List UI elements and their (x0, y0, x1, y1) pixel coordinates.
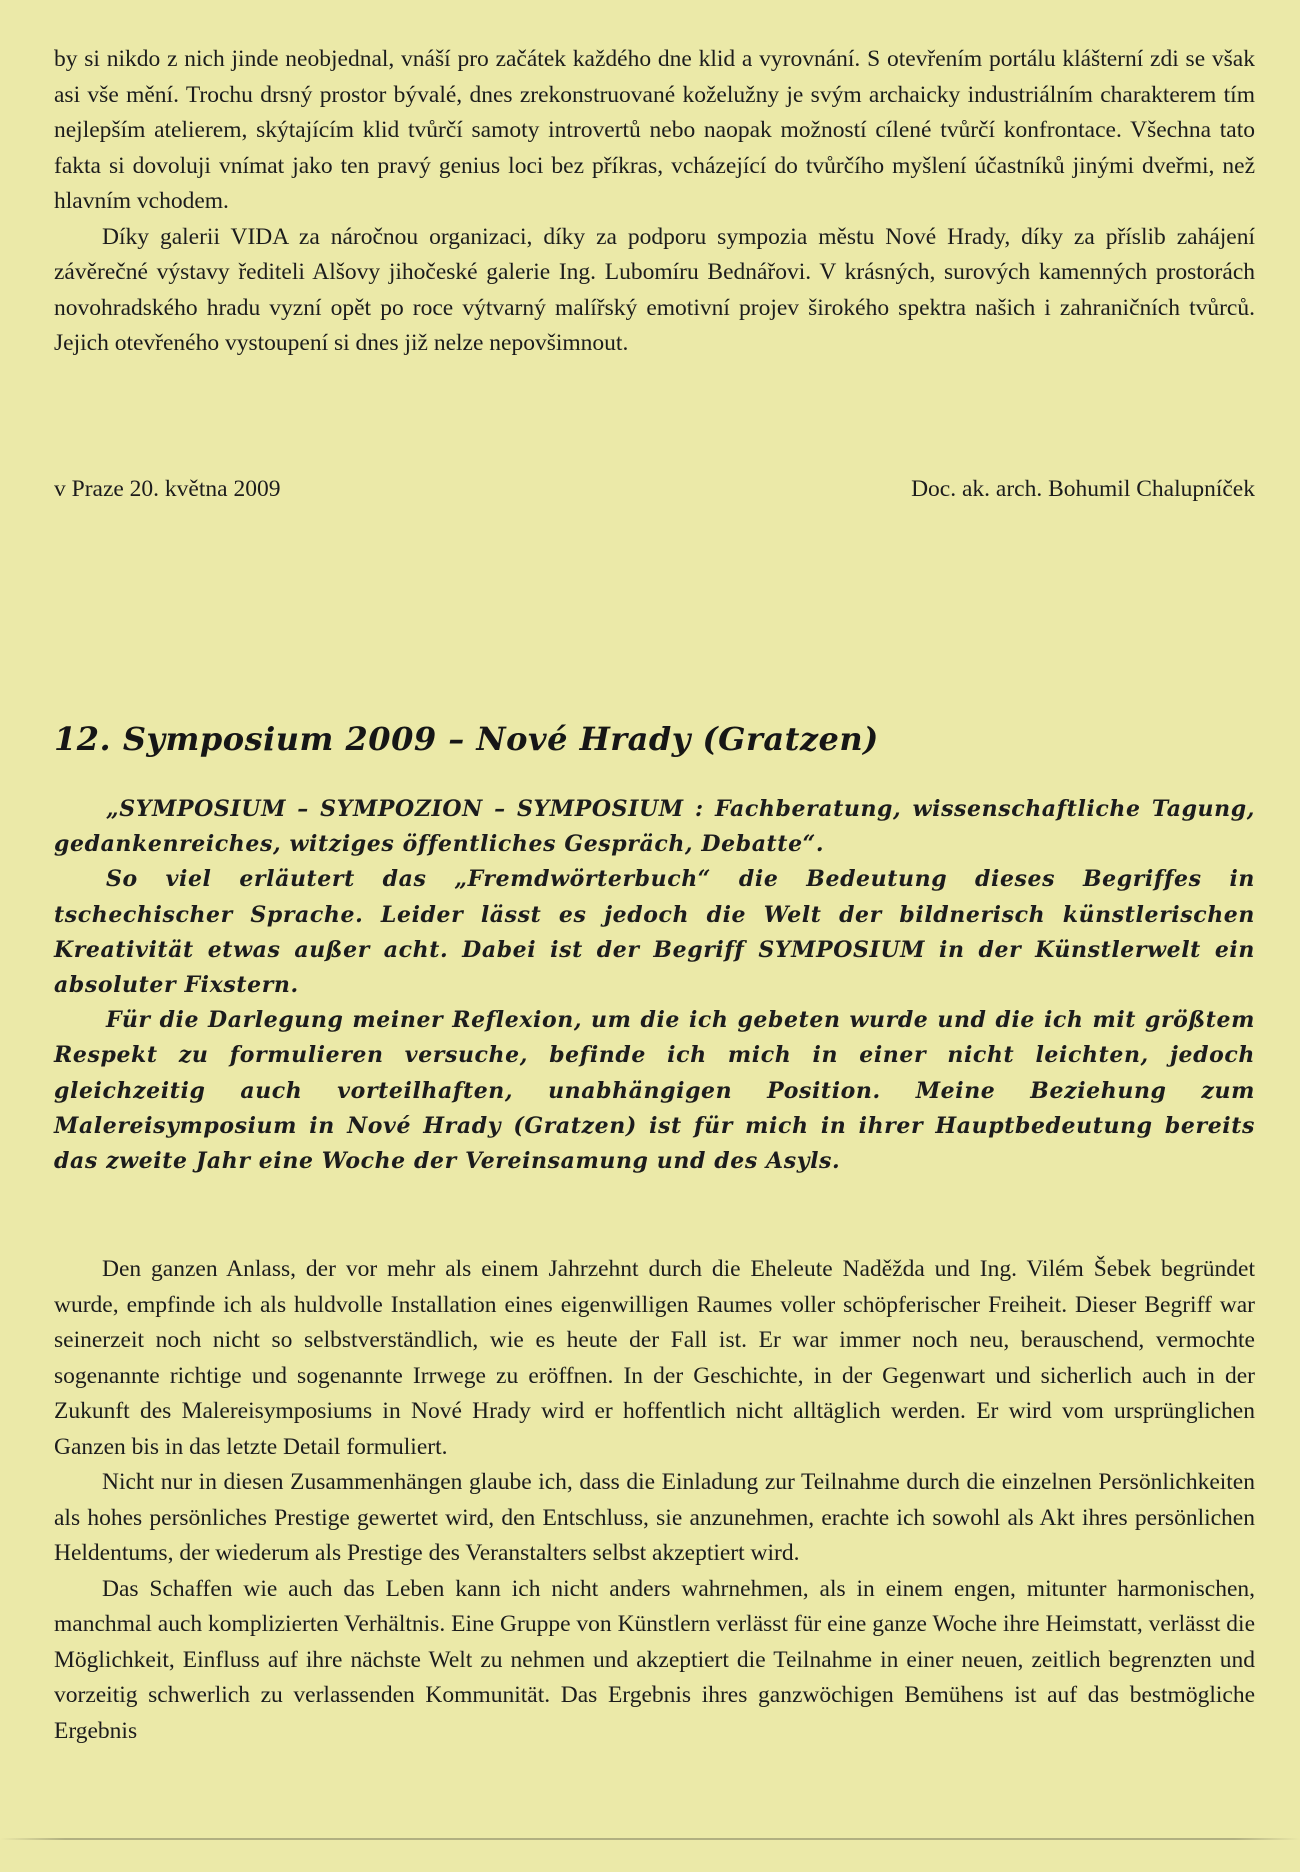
signature-line (54, 472, 1255, 507)
german-quote-block (54, 792, 1255, 1179)
place-date: v Praze 20. května 2009 (54, 476, 281, 502)
czech-paragraph: by si nikdo z nich jinde neobjednal, vnáší pro začátek každého dne klid a vyrovnání. S otevřením portálu klášterní zdi se však asi vše mění. Trochu drsný prostor bývalé, dnes zrekonstruované koželužny je svým archaicky industriálním charakterem tím nejlepším atelierem, skýtajícím klid tvůrčí samoty introvertů nebo naopak možností cílené tvůrčí konfrontace. Všechna tato fakta si dovoluji vnímat jako ten pravý genius loci bez příkras, vcházející do tvůrčího myšlení účastníků jinými dveřmi, než hlavním vchodem. (54, 46, 1255, 214)
signature: Doc. ak. arch. Bohumil Chalupníček (911, 476, 1255, 502)
german-paragraph: Das Schaffen wie auch das Leben kann ich nicht anders wahrnehmen, als in einem engen, mitunter harmonischen, manchmal auch komplizierten Verhältnis. Eine Gruppe von Künstlern verlässt für eine ganze Woche ihre Heimstatt, verlässt die Möglichkeit, Einfluss auf ihre nächste Welt zu nehmen und akzeptiert die Teilnahme in einer neuen, zeitlich begrenzten und vorzeitig schwerlich zu verlassenden Kommunität. Das Ergebnis ihres ganzwöchigen Bemühens ist auf das bestmögliche Ergebnis (54, 1575, 1255, 1744)
quote-paragraph: So viel erläutert das „Fremdwörterbuch“ die Bedeutung dieses Begriffes in tschechischer Sprache. Leider lässt es jedoch die Welt der bildnerisch künstlerischen Kreativität etwas außer acht. Dabei ist der Begriff SYMPOSIUM in der Künstlerwelt ein absoluter Fixstern. (54, 866, 1255, 999)
german-paragraph: Den ganzen Anlass, der vor mehr als einem Jahrzehnt durch die Eheleute Naděžda und Ing. Vilém Šebek begründet wurde, empfinde ich als huldvolle Installation eines eigenwilligen Raumes voller schöpferischer Freiheit. Dieser Begriff war seinerzeit noch nicht so selbstverständlich, wie es heute der Fall ist. Er war immer noch neu, berauschend, vermochte sogenannte richtige und sogenannte Irrwege zu eröffnen. In der Geschichte, in der Gegenwart und sicherlich auch in der Zukunft des Malereisymposiums in Nové Hrady wird er hoffentlich nicht alltäglich werden. Er wird vom ursprünglichen Ganzen bis in das letzte Detail formuliert. (54, 1256, 1255, 1460)
czech-text-block (54, 42, 1255, 362)
section-heading: 12. Symposium 2009 – Nové Hrady (Gratzen) (54, 720, 879, 758)
czech-paragraph: Díky galerii VIDA za náročnou organizaci, díky za podporu sympozia městu Nové Hrady, díky za příslib zahájení závěrečné výstavy řediteli Alšovy jihočeské galerie Ing. Lubomíru Bednářovi. V krásných, surových kamenných prostorách novohradského hradu vyzní opět po roce výtvarný malířský emotivní projev širokého spektra našich i zahraničních tvůrců. Jejich otevřeného vystoupení si dnes již nelze nepovšimnout. (54, 223, 1255, 356)
quote-paragraph: Für die Darlegung meiner Reflexion, um die ich gebeten wurde und die ich mit größtem Respekt zu formulieren versuche, befinde ich mich in einer nicht leichten, jedoch gleichzeitig auch vorteilhaften, unabhängigen Position. Meine Beziehung zum Malereisymposium in Nové Hrady (Gratzen) ist für mich in ihrer Hauptbedeutung bereits das zweite Jahr eine Woche der Vereinsamung und des Asyls. (54, 1007, 1255, 1175)
quote-paragraph: „SYMPOSIUM – SYMPOZION – SYMPOSIUM : Fachberatung, wissenschaftliche Tagung, gedankenreiches, witziges öffentliches Gespräch, Debatte“. (54, 796, 1255, 858)
german-paragraph: Nicht nur in diesen Zusammenhängen glaube ich, dass die Einladung zur Teilnahme durch die einzelnen Persönlichkeiten als hohes persönliches Prestige gewertet wird, den Entschluss, sie anzunehmen, erachte ich sowohl als Akt ihres persönlichen Heldentums, der wiederum als Prestige des Veranstalters selbst akzeptiert wird. (54, 1469, 1255, 1566)
page-bottom-rule (0, 1838, 1300, 1840)
german-text-block (54, 1252, 1255, 1749)
